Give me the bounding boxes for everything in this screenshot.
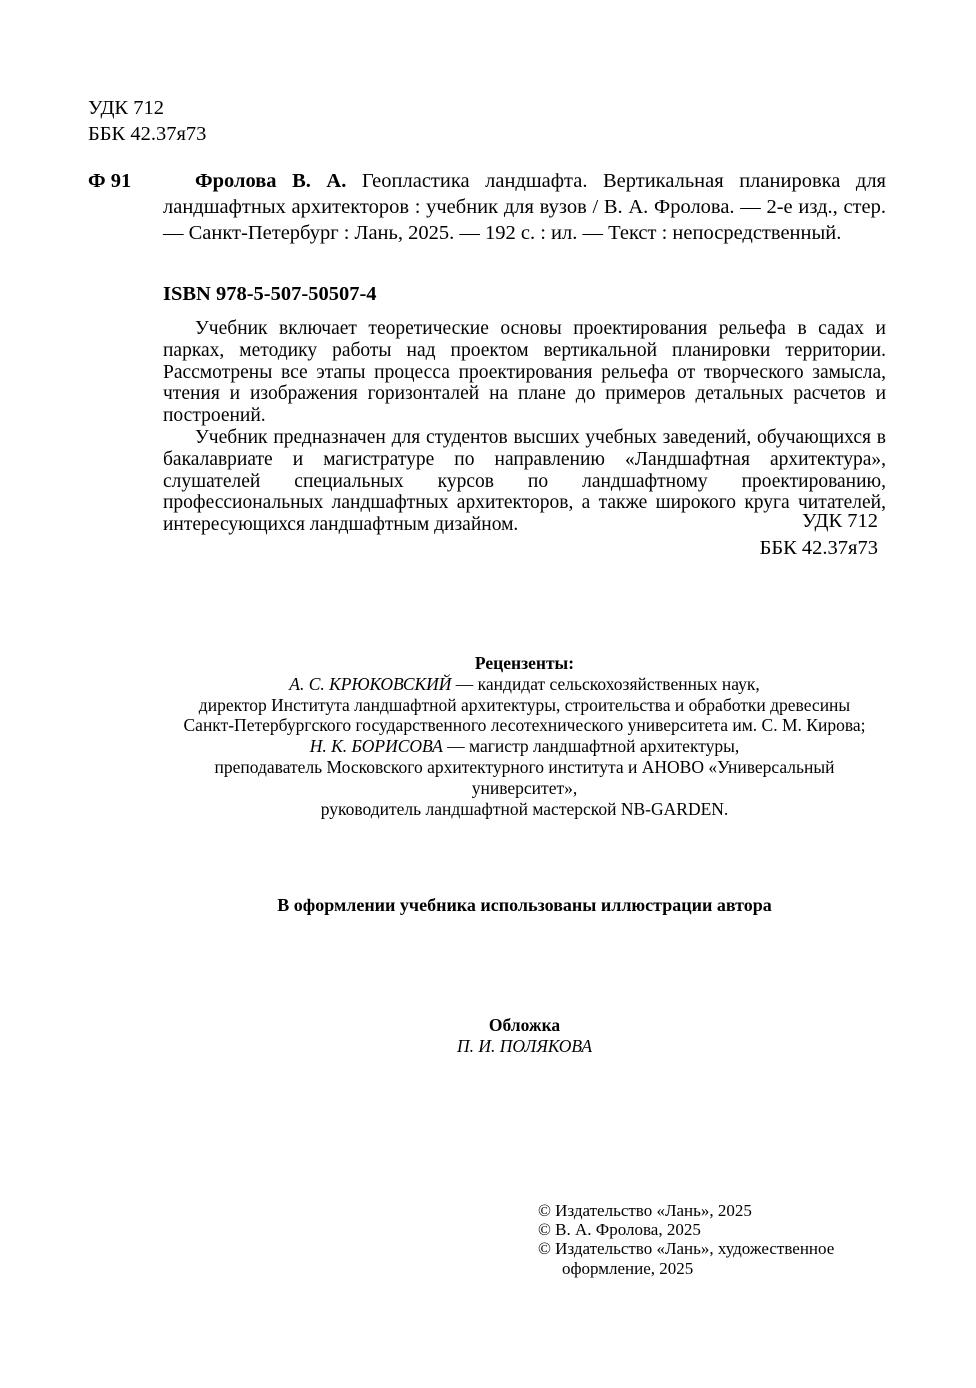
annotation-block bbox=[163, 318, 886, 536]
reviewer-1-position-line-1: директор Института ландшафтной архитектуры, строительства и обработки древесины bbox=[198, 694, 851, 715]
bbk-code-bottom: ББК 42.37я73 bbox=[759, 536, 878, 559]
copyright-block bbox=[538, 1201, 858, 1278]
cover-designer-name: П. И. ПОЛЯКОВА bbox=[456, 1036, 593, 1056]
udk-code-bottom: УДК 712 bbox=[802, 510, 878, 532]
cover-credit bbox=[163, 1015, 886, 1057]
illustrations-note: В оформлении учебника использованы иллюстрации автора bbox=[277, 895, 772, 915]
catalog-entry bbox=[88, 168, 886, 246]
reviewer-2-position-line-2: руководитель ландшафтной мастерской NB-GARDEN. bbox=[320, 798, 729, 819]
author-sign-code: Ф 91 bbox=[88, 170, 132, 192]
entry-description-text: Геопластика ландшафта. Вертикальная планировка для ландшафтных архитекторов : учебник для вузов / В. А. Фролова. — 2-е изд., стер. — Санкт-Петербург : Лань, 2025. — 192 с. : ил. — Текст : непосредственный. bbox=[163, 170, 886, 244]
reviewer-1-degree: — кандидат сельскохозяйственных наук, bbox=[451, 673, 760, 694]
reviewer-1-name-line bbox=[163, 674, 886, 695]
reviewer-1-position-line-2: Санкт-Петербургского государственного лесотехнического университета им. С. М. Кирова; bbox=[183, 715, 866, 736]
annotation-paragraph-2: Учебник предназначен для студентов высших учебных заведений, обучающихся в бакалавриате и магистратуре по направлению «Ландшафтная архитектура», слушателей специальных курсов по ландшафтному проектированию, профессиональных ландшафтных архитекторов, а также широкого круга читателей, интересующихся ландшафтным дизайном. bbox=[163, 426, 886, 536]
reviewer-2-name-line bbox=[163, 736, 886, 757]
reviewer-2-name: Н. К. БОРИСОВА bbox=[309, 736, 443, 757]
classification-codes-top bbox=[88, 95, 206, 147]
copyright-line: © Издательство «Лань», художественное оформление, 2025 bbox=[538, 1239, 835, 1278]
annotation-paragraph-1: Учебник включает теоретические основы проектирования рельефа в садах и парках, методику работы над проектом вертикальной планировки территории. Рассмотрены все этапы процесса проектирования рельефа от творческого замысла, чтения и изображения горизонталей на плане до примеров детальных расчетов и построений. bbox=[163, 318, 886, 427]
isbn-number: ISBN 978-5-507-50507-4 bbox=[163, 283, 377, 305]
reviewers-section bbox=[163, 653, 886, 819]
bbk-code-top: ББК 42.37я73 bbox=[88, 123, 207, 145]
reviewer-1-name: А. С. КРЮКОВСКИЙ bbox=[289, 673, 452, 694]
udk-code-top: УДК 712 bbox=[88, 97, 164, 119]
reviewer-2-degree: — магистр ландшафтной архитектуры, bbox=[442, 736, 740, 757]
copyright-line: © В. А. Фролова, 2025 bbox=[538, 1220, 701, 1240]
copyright-line: © Издательство «Лань», 2025 bbox=[538, 1201, 752, 1220]
cover-heading: Обложка bbox=[488, 1015, 561, 1035]
classification-codes-bottom bbox=[760, 508, 878, 561]
bibliographic-description bbox=[163, 168, 886, 246]
entry-author-name: Фролова В. А. bbox=[195, 170, 347, 192]
reviewers-heading: Рецензенты: bbox=[474, 653, 575, 673]
reviewer-2-position-line-1: преподаватель Московского архитектурного института и АНОВО «Универсальный университет», bbox=[214, 756, 835, 798]
